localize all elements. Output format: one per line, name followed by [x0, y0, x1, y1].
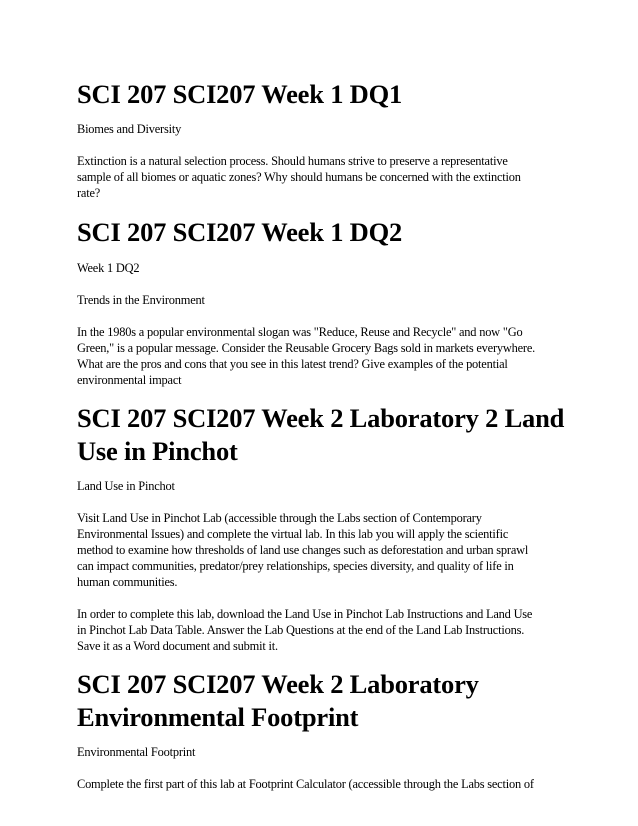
- section-paragraph: Visit Land Use in Pinchot Lab (accessible through the Labs section of Contemporary Environmental Issues) and complete the virtual lab. In this lab you will apply the scientific method to examine how thresholds of land use changes such as deforestation and urban sprawl can impact communities, predator/prey relationships, species diversity, and quality of life in human communities.: [77, 511, 529, 589]
- document-page: [77, 70, 577, 792]
- section-heading: SCI 207 SCI207 Week 2 Laboratory 2 Land Use in Pinchot: [77, 403, 565, 466]
- section-paragraph: Extinction is a natural selection process. Should humans strive to preserve a representative sample of all biomes or aquatic zones? Why should humans be concerned with the extinction rate?: [77, 154, 521, 200]
- section-subtitle: Land Use in Pinchot: [77, 479, 175, 493]
- section-paragraph: In order to complete this lab, download the Land Use in Pinchot Lab Instructions and Land Use in Pinchot Lab Data Table. Answer the Lab Questions at the end of the Land Lab Instructions. Save it as a Word document and submit it.: [77, 607, 533, 653]
- section-week1-dq2: [77, 216, 577, 388]
- section-week1-dq1: [77, 78, 577, 201]
- section-heading: SCI 207 SCI207 Week 1 DQ1: [77, 79, 403, 109]
- section-subtitle: Environmental Footprint: [77, 745, 196, 759]
- section-week2-lab-footprint: [77, 668, 577, 792]
- section-heading: SCI 207 SCI207 Week 1 DQ2: [77, 217, 403, 247]
- section-week2-lab2-land-use: [77, 402, 577, 654]
- section-subtitle: Trends in the Environment: [77, 293, 205, 307]
- section-subtitle: Week 1 DQ2: [77, 261, 140, 275]
- section-heading: SCI 207 SCI207 Week 2 Laboratory Environmental Footprint: [77, 669, 479, 732]
- section-subtitle: Biomes and Diversity: [77, 122, 182, 136]
- section-paragraph: Complete the first part of this lab at Footprint Calculator (accessible through the Labs section of: [77, 777, 534, 791]
- section-paragraph: In the 1980s a popular environmental slogan was "Reduce, Reuse and Recycle" and now "Go Green," is a popular message. Consider the Reusable Grocery Bags sold in markets everywhere. What are the pros and cons that you see in this latest trend? Give examples of the potential environmental impact: [77, 325, 536, 387]
